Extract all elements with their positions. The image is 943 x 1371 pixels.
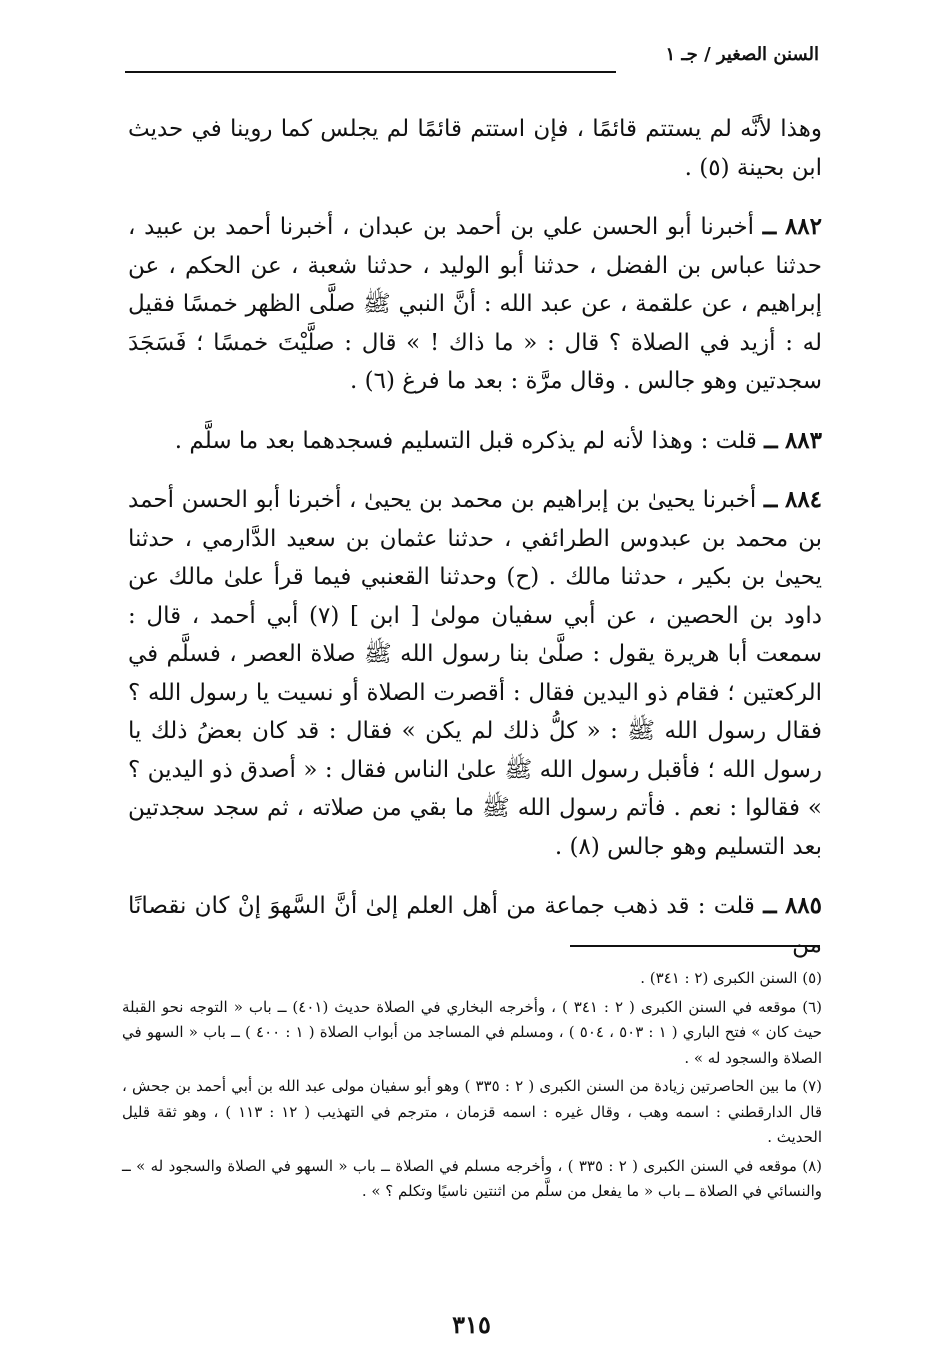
hadith-text: قلت : قد ذهب جماعة من أهل العلم إلىٰ أنَّ السَّهوَ إنْ كان نقصانًا من xyxy=(128,893,822,958)
paragraph-intro xyxy=(128,110,822,187)
main-text xyxy=(128,110,822,985)
footnote-8: (٨) موقعه في السنن الكبرى ( ٢ : ٣٣٥ ) ، وأخرجه مسلم في الصلاة ــ باب « السهو في الصلاة والسجود له » ــ والنسائي في الصلاة ــ باب « ما يفعل من سلَّم من اثنتين ناسيًا وتكلم ؟ » . xyxy=(122,1156,822,1200)
page-number: ٣١٥ xyxy=(452,1310,491,1339)
hadith-text: قلت : وهذا لأنه لم يذكره قبل التسليم فسجدهما بعد ما سلَّم . xyxy=(174,427,757,454)
hadith-number: ٨٨٢ xyxy=(784,213,822,240)
paragraph-text: وهذا لأنَّه لم يستتم قائمًا ، فإن استتم قائمًا لم يجلس كما روينا في حديث ابن بحينة (٥) . xyxy=(128,116,822,181)
running-title: السنن الصغير / جـ ١ xyxy=(665,44,819,65)
page-header xyxy=(125,38,821,82)
hadith-dash: ــ xyxy=(763,486,778,513)
hadith-883 xyxy=(128,422,822,461)
footnote-6: (٦) موقعه في السنن الكبرى ( ٢ : ٣٤١ ) ، وأخرجه البخاري في الصلاة حديث (٤٠١) ــ باب « التوجه نحو القبلة حيث كان » فتح الباري ( ١ : ٥٠٣ ، ٥٠٤ ) ، ومسلم في المساجد من أبواب الصلاة ( ١ : ٤٠٠ ) ــ باب « السهو في الصلاة والسجود له » . xyxy=(122,997,823,1067)
hadith-dash: ــ xyxy=(764,426,778,454)
hadith-dash: ــ xyxy=(762,213,777,240)
hadith-number: ٨٨٣ xyxy=(784,426,822,454)
hadith-dash: ــ xyxy=(763,892,777,919)
footnote-7: (٧) ما بين الحاصرتين زيادة من السنن الكبرى ( ٢ : ٣٣٥ ) وهو أبو سفيان مولى عبد الله بن أبي أحمد بن جحش ، قال الدارقطني : اسمه وهب ، وقال غيره : اسمه قزمان ، مترجم في التهذيب ( ١٢ : ١١٣ ) ، وهو ثقة قليل الحديث . xyxy=(122,1077,822,1146)
footnotes xyxy=(122,966,822,1208)
hadith-884 xyxy=(128,481,822,866)
hadith-text: أخبرنا أبو الحسن علي بن أحمد بن عبدان ، أخبرنا أحمد بن عبيد ، حدثنا عباس بن الفضل ، حدثنا أبو الوليد ، حدثنا شعبة ، عن الحكم ، عن إبراهيم ، عن علقمة ، عن عبد الله : أنَّ النبي ﷺ صلَّى الظهر خمسًا فقيل له : أزيد في الصلاة ؟ قال : « ما ذاك ! » قال : صلَّيْتَ خمسًا ؛ فَسَجَدَ سجدتين وهو جالس . وقال مرَّة : بعد ما فرغ (٦) . xyxy=(128,214,822,394)
footnote-separator xyxy=(570,945,820,947)
hadith-number: ٨٨٤ xyxy=(784,486,823,513)
hadith-text: أخبرنا يحيىٰ بن إبراهيم بن محمد بن يحيىٰ ، أخبرنا أبو الحسن أحمد بن محمد بن عبدوس الطرائفي ، حدثنا عثمان بن سعيد الدَّارمي ، حدثنا يحيىٰ بن بكير ، حدثنا مالك . (ح) وحدثنا القعنبي فيما قرأ علىٰ مالك عن داود بن الحصين ، عن أبي سفيان مولىٰ [ ابن ] (٧) أبي أحمد ، قال : سمعت أبا هريرة يقول : صلَّىٰ بنا رسول الله ﷺ صلاة العصر ، فسلَّم في الركعتين ؛ فقام ذو اليدين فقال : أقصرت الصلاة أو نسيت يا رسول الله ؟ فقال رسول الله ﷺ : « كلُّ ذلك لم يكن » فقال : قد كان بعضُ ذلك يا رسول الله ؛ فأقبل رسول الله ﷺ علىٰ الناس فقال : « أصدق ذو اليدين ؟ » فقالوا : نعم . فأتم رسول الله ﷺ ما بقي من صلاته ، ثم سجد سجدتين بعد التسليم وهو جالس (٨) . xyxy=(128,487,822,860)
hadith-885 xyxy=(128,887,822,964)
hadith-number: ٨٨٥ xyxy=(784,892,822,919)
header-rule xyxy=(125,71,616,73)
footnote-5: (٥) السنن الكبرى (٢ : ٣٤١) . xyxy=(640,969,822,987)
hadith-882 xyxy=(128,208,822,401)
